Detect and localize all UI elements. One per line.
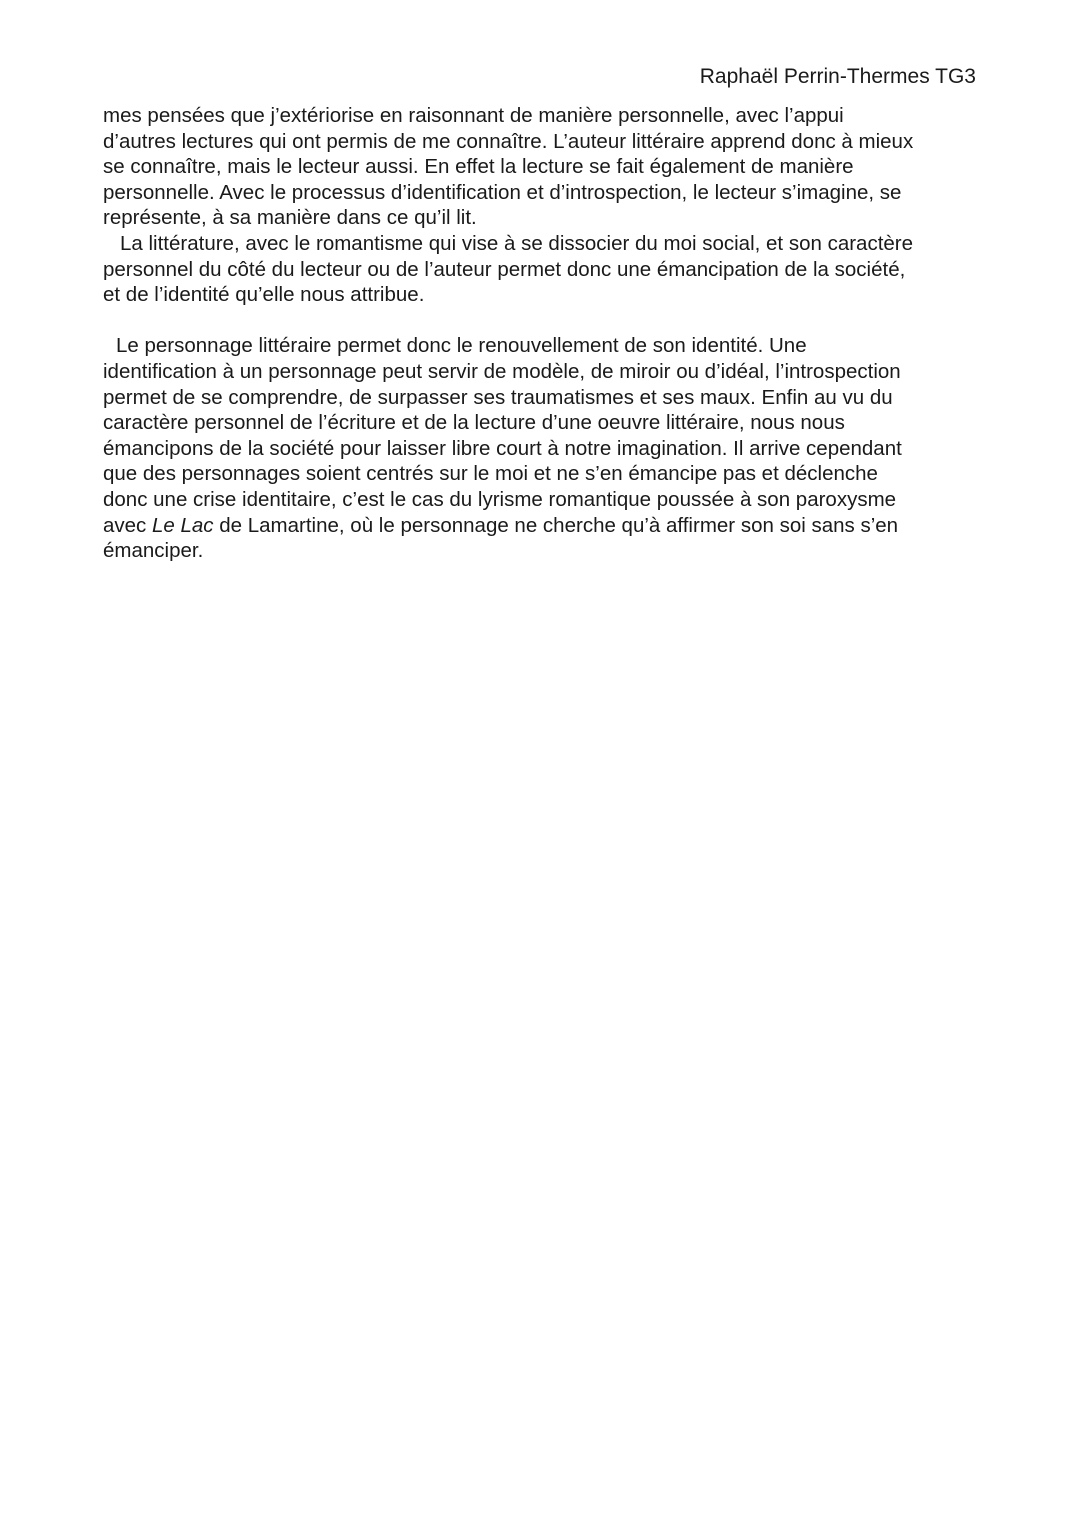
paragraph-2-line-3: et de l’identité qu’elle nous attribue.: [103, 283, 425, 307]
paragraph-3-line-6: que des personnages soient centrés sur le moi et ne s’en émancipe pas et déclenche: [103, 462, 878, 486]
line-8-suffix: de Lamartine, où le personnage ne cherche qu’à affirmer son soi sans s’en: [213, 513, 899, 537]
paragraph-3-line-5: émancipons de la société pour laisser libre court à notre imagination. Il arrive cependant: [103, 436, 902, 460]
paragraph-3: [103, 333, 983, 563]
paragraph-1: [103, 103, 983, 231]
paragraph-3-line-7: donc une crise identitaire, c’est le cas du lyrisme romantique poussée à son paroxysme: [103, 487, 897, 511]
paragraph-1-line-4: personnelle. Avec le processus d’identification et d’introspection, le lecteur s’imagine, se: [103, 180, 902, 204]
paragraph-1-line-2: d’autres lectures qui ont permis de me connaître. L’auteur littéraire apprend donc à mieux: [103, 129, 914, 153]
paragraph-3-line-3: permet de se comprendre, de surpasser ses traumatismes et ses maux. Enfin au vu du: [103, 385, 893, 409]
document-body: [103, 103, 983, 564]
paragraph-2-line-1: La littérature, avec le romantisme qui vise à se dissocier du moi social, et son caractère: [120, 231, 914, 255]
line-8-prefix: avec: [103, 513, 152, 537]
paragraph-3-line-2: identification à un personnage peut servir de modèle, de miroir ou d’idéal, l’introspection: [103, 359, 901, 383]
paragraph-2: [103, 231, 983, 308]
paragraph-3-line-8: [103, 513, 983, 539]
paragraph-1-line-1: mes pensées que j’extériorise en raisonnant de manière personnelle, avec l’appui: [103, 104, 844, 127]
paragraph-3-line-1: Le personnage littéraire permet donc le renouvellement de son identité. Une: [116, 334, 807, 358]
paragraph-3-line-4: caractère personnel de l’écriture et de la lecture d’une oeuvre littéraire, nous nous: [103, 411, 845, 435]
paragraph-1-line-5: représente, à sa manière dans ce qu’il lit.: [103, 206, 477, 230]
paragraph-2-line-2: personnel du côté du lecteur ou de l’auteur permet donc une émancipation de la société,: [103, 257, 906, 281]
header-author: Raphaël Perrin-Thermes TG3: [699, 65, 976, 88]
paragraph-spacer: [103, 308, 983, 334]
paragraph-1-line-3: se connaître, mais le lecteur aussi. En effet la lecture se fait également de manière: [103, 155, 854, 179]
paragraph-3-line-9: émanciper.: [103, 539, 204, 563]
book-title: Le Lac: [152, 513, 214, 537]
